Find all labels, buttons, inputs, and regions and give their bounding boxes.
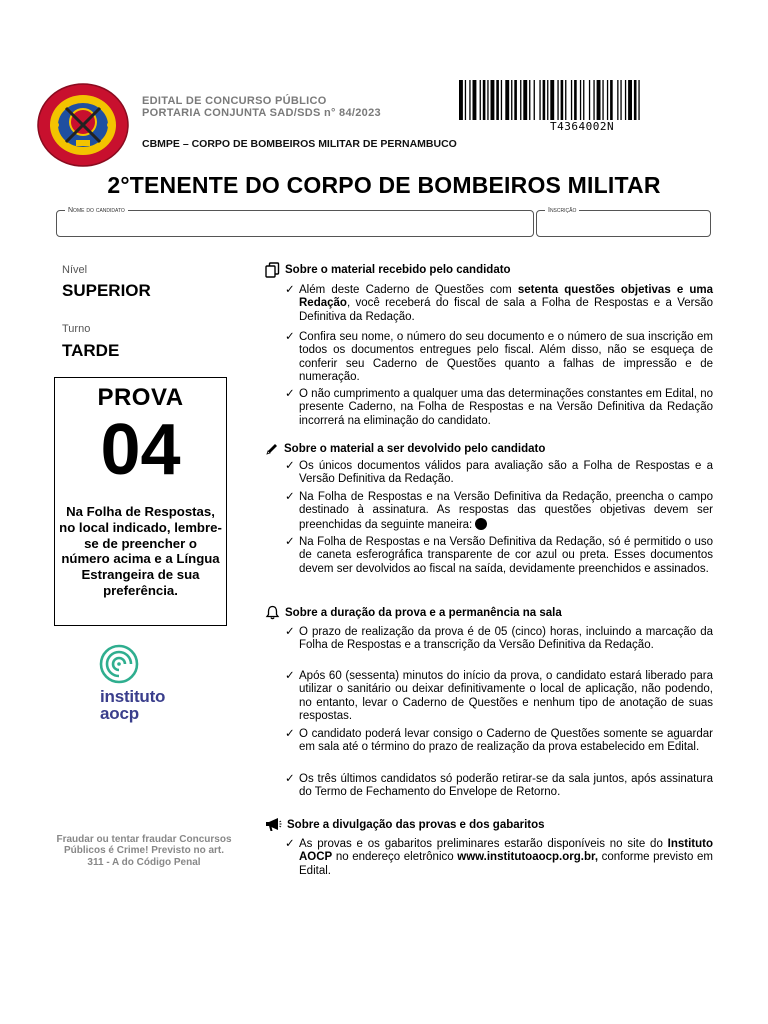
list-item [285,670,713,723]
section-duracao-title [265,605,562,620]
section-devolvido-title [265,442,545,456]
section-divulgacao-title-text: Sobre a divulgação das provas e dos gabaritos [287,818,545,831]
list-item [285,773,713,800]
organization-name: CBMPE – CORPO DE BOMBEIROS MILITAR DE PERNAMBUCO [142,138,457,150]
list-item-text: O prazo de realização da prova é de 05 (cinco) horas, incluindo a marcação da Folha de Respostas e a transcrição da Versão Definitiva da Redação. [299,626,713,652]
logo-text-instituto: instituto [100,687,166,706]
edital-line-1: EDITAL DE CONCURSO PÚBLICO [142,95,327,107]
copy-documents-icon [265,262,280,278]
list-item [285,536,713,576]
list-item [285,728,713,755]
edital-line-2: PORTARIA CONJUNTA SAD/SDS n° 84/2023 [142,107,381,119]
checkmark-icon: ✓ [285,626,295,638]
megaphone-icon [265,817,282,832]
checkmark-icon: ✓ [285,728,295,740]
barcode-text: T4364002N [550,120,615,133]
list-item-text: As provas e os gabaritos preliminares estarão disponíveis no site do Instituto AOCP no endereço eletrônico www.institutoaocp.org.br, conforme previsto em Edital. [299,838,714,877]
list-item-text: Os únicos documentos válidos para avaliação são a Folha de Respostas e a Versão Definitiva da Redação. [299,460,713,486]
prova-number: 04 [100,410,181,490]
fire-department-seal-icon [36,82,130,168]
filled-bubble-icon [475,518,487,530]
checkmark-icon: ✓ [285,670,295,682]
barcode [459,80,718,120]
nivel-label: Nível [62,264,88,276]
turno-label: Turno [62,323,91,335]
list-item-text: O não cumprimento a qualquer uma das determinações constantes em Edital, no presente Caderno, na Folha de Respostas e na Versão Definitiva da Redação incorrerá na eliminação do candidato. [299,388,713,427]
checkmark-icon: ✓ [285,838,295,850]
prova-label: PROVA [97,384,184,411]
checkmark-icon: ✓ [285,536,295,548]
prova-box [54,377,227,626]
list-item [285,331,713,384]
list-item-text: Na Folha de Respostas e na Versão Definitiva da Redação, preencha o campo destinado à assinatura. As respostas das questões objetivas devem ser preenchidas da seguinte maneira: [299,491,713,531]
checkmark-icon: ✓ [285,491,295,503]
instituto-aocp-logo-icon [99,644,139,684]
checkmark-icon: ✓ [285,460,295,472]
inscricao-field[interactable] [536,207,711,237]
list-item-text: Na Folha de Respostas e na Versão Definitiva da Redação, só é permitido o uso de caneta esferográfica transparente de cor azul ou preta. Esses documentos devem ser devolvidos ao fiscal na saída, devidamente preenchidos e assinados. [299,536,713,575]
turno-value: TARDE [62,341,120,360]
page-title: 2°TENENTE DO CORPO DE BOMBEIROS MILITAR [107,172,661,198]
section-devolvido-title-text: Sobre o material a ser devolvido pelo candidato [284,443,546,455]
list-item [285,491,713,532]
section-divulgacao-title [265,817,545,832]
list-item [285,838,713,878]
candidate-name-field[interactable] [56,207,534,237]
section-material-title-text: Sobre o material recebido pelo candidato [285,264,511,276]
prova-note: Na Folha de Respostas, no local indicado, lembre-se de preencher o número acima e a Língua Estrangeira de sua preferência. [59,504,222,598]
nivel-value: SUPERIOR [62,281,151,300]
checkmark-icon: ✓ [285,331,295,343]
candidate-name-label: Nome do candidato [65,206,128,215]
section-duracao-title-text: Sobre a duração da prova e a permanência na sala [285,606,562,619]
website-link[interactable]: www.institutoaocp.org.br, [457,851,599,864]
list-item-text: Após 60 (sessenta) minutos do início da prova, o candidato estará liberado para utilizar o sanitário ou deixar definitivamente o local de aplicação, não podendo, no entanto, levar o Caderno de Questões e nenhum tipo de anotação de suas respostas. [299,670,713,722]
logo-text-aocp: aocp [100,704,139,723]
list-item-text: O candidato poderá levar consigo o Caderno de Questões somente se aguardar em sala até o término do prazo de realização da prova estabelecido em Edital. [299,728,713,754]
inscricao-label: Inscrição [545,206,579,215]
section-material-title [265,262,511,278]
edital-heading [142,95,381,119]
list-item-text: Confira seu nome, o número do seu documento e o número de sua inscrição em todos os documentos entregues pelo fiscal. Além disso, não se esqueça de conferir seu Caderno de Questões quanto a falhas de impressão e de numeração. [299,331,713,383]
checkmark-icon: ✓ [285,388,295,400]
list-item-text: Os três últimos candidatos só poderão retirar-se da sala juntos, após assinatura do Termo de Fechamento do Envelope de Retorno. [299,773,713,799]
checkmark-icon: ✓ [285,284,295,296]
list-item-text: Além deste Caderno de Questões com setenta questões objetivas e uma Redação, você receberá do fiscal de sala a Folha de Respostas e a Versão Definitiva da Redação. [299,284,713,323]
list-item [285,388,713,428]
list-item [285,284,713,324]
checkmark-icon: ✓ [285,773,295,785]
pencil-icon [265,442,279,456]
bell-icon [265,605,280,620]
list-item [285,460,713,487]
crime-warning: Fraudar ou tentar fraudar Concursos Públicos é Crime! Previsto no art. 311 - A do Código Penal [56,834,232,868]
list-item [285,626,713,653]
